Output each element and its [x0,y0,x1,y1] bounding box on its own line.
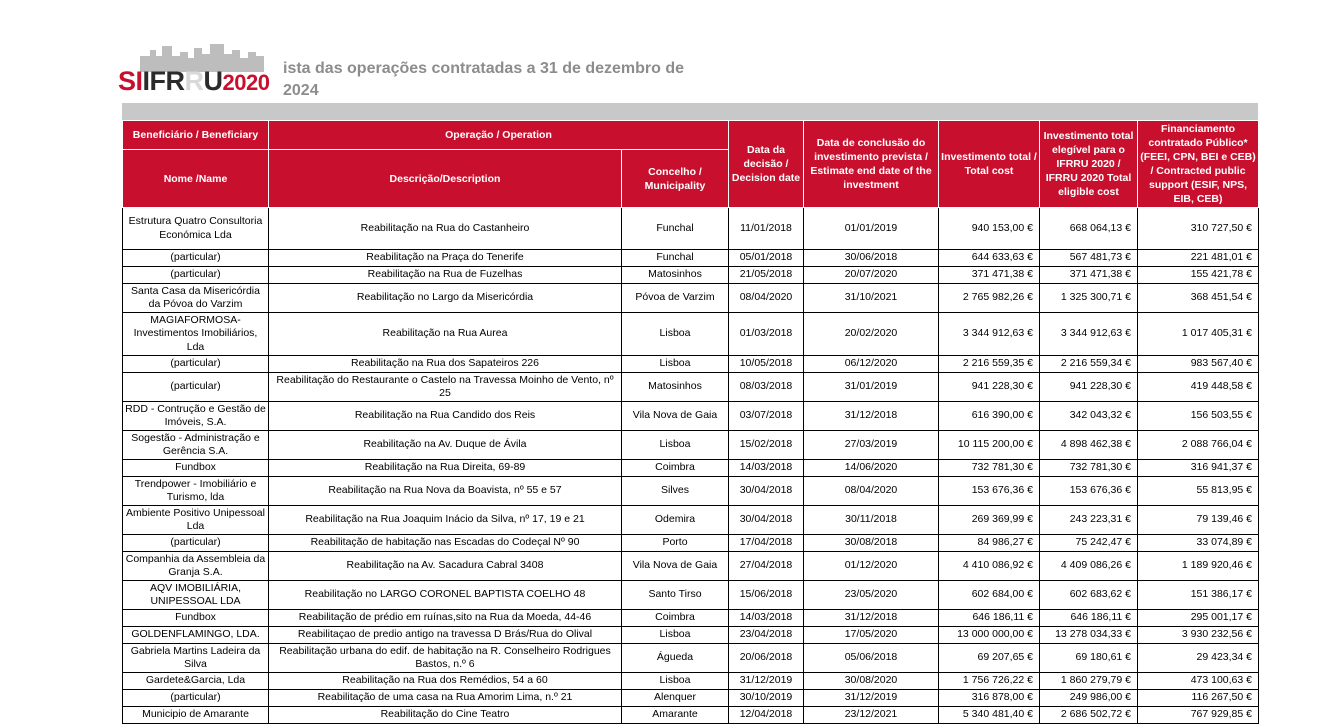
cell-eligible-cost: 2 216 559,34 € [1040,356,1138,373]
cell-name: Gabriela Martins Ladeira da Silva [123,644,269,673]
header-municipality: Concelho / Municipality [622,150,729,208]
cell-total-cost: 644 633,63 € [939,250,1040,267]
cell-municipality: Coimbra [622,610,729,627]
table-row [123,552,1259,581]
cell-end-date: 06/12/2020 [804,356,939,373]
cell-end-date: 30/06/2018 [804,250,939,267]
cell-name: (particular) [123,267,269,284]
cell-description: Reabilitação na Rua Direita, 69-89 [269,460,622,477]
table-row [123,690,1259,707]
cell-public-financing: 55 813,95 € [1138,477,1259,506]
cell-municipality: Lisboa [622,673,729,690]
cell-total-cost: 2 216 559,35 € [939,356,1040,373]
table-row [123,535,1259,552]
document-title [283,58,723,98]
cell-end-date: 14/06/2020 [804,460,939,477]
header-eligible-cost: Investimento total elegível para o IFRRU 2020 / IFRRU 2020 Total eligible cost [1040,121,1138,208]
cell-description: Reabilitaçao de predio antigo na travessa D Brás/Rua do Olival [269,627,622,644]
cell-eligible-cost: 2 686 502,72 € [1040,707,1138,724]
cell-total-cost: 84 986,27 € [939,535,1040,552]
cell-municipality: Póvoa de Varzim [622,284,729,313]
cell-end-date: 31/12/2018 [804,610,939,627]
table-row [123,673,1259,690]
cell-description: Reabilitação no Largo da Misericórdia [269,284,622,313]
cell-decision-date: 30/04/2018 [729,506,804,535]
cell-name: Santa Casa da Misericórdia da Póvoa do Varzim [123,284,269,313]
table-row [123,644,1259,673]
cell-total-cost: 3 344 912,63 € [939,313,1040,356]
cell-municipality: Lisboa [622,313,729,356]
cell-name: (particular) [123,250,269,267]
cell-name: Companhia da Assembleia da Granja S.A. [123,552,269,581]
cell-eligible-cost: 4 898 462,38 € [1040,431,1138,460]
cell-description: Reabilitação na Rua Aurea [269,313,622,356]
cell-decision-date: 17/04/2018 [729,535,804,552]
cell-description: Reabilitação do Cine Teatro [269,707,622,724]
cell-decision-date: 01/03/2018 [729,313,804,356]
header-public-financing: Financiamento contratado Público* (FEEI, CPN, BEI e CEB) / Contracted public support (ESIF, NPS, EIB, CEB) [1138,121,1259,208]
logo-part-ifr: IFR [142,66,185,96]
cell-decision-date: 30/10/2019 [729,690,804,707]
cell-public-financing: 116 267,50 € [1138,690,1259,707]
header-end-date: Data de conclusão do investimento prevista / Estimate end date of the investment [804,121,939,208]
cell-decision-date: 30/04/2018 [729,477,804,506]
cell-total-cost: 10 115 200,00 € [939,431,1040,460]
cell-public-financing: 33 074,89 € [1138,535,1259,552]
cell-decision-date: 14/03/2018 [729,610,804,627]
cell-name: (particular) [123,690,269,707]
header-name: Nome /Name [123,150,269,208]
cell-eligible-cost: 1 325 300,71 € [1040,284,1138,313]
cell-decision-date: 14/03/2018 [729,460,804,477]
header-description: Descrição/Description [269,150,622,208]
cell-total-cost: 13 000 000,00 € [939,627,1040,644]
cell-municipality: Porto [622,535,729,552]
header-operation: Operação / Operation [269,121,729,150]
cell-municipality: Matosinhos [622,267,729,284]
cell-name: Gardete&Garcia, Lda [123,673,269,690]
cell-description: Reabilitação na Rua de Fuzelhas [269,267,622,284]
cell-end-date: 31/10/2021 [804,284,939,313]
cell-eligible-cost: 153 676,36 € [1040,477,1138,506]
cell-decision-date: 23/04/2018 [729,627,804,644]
cell-name: (particular) [123,356,269,373]
table-row [123,267,1259,284]
cell-public-financing: 156 503,55 € [1138,402,1259,431]
cell-public-financing: 767 929,85 € [1138,707,1259,724]
cell-public-financing: 983 567,40 € [1138,356,1259,373]
cell-description: Reabilitação na Av. Duque de Ávila [269,431,622,460]
cell-description: Reabilitação do Restaurante o Castelo na Travessa Moinho de Vento, nº 25 [269,373,622,402]
cell-decision-date: 03/07/2018 [729,402,804,431]
cell-eligible-cost: 4 409 086,26 € [1040,552,1138,581]
table-row [123,477,1259,506]
cell-public-financing: 419 448,58 € [1138,373,1259,402]
cell-municipality: Santo Tirso [622,581,729,610]
operations-table [122,120,1259,724]
cell-eligible-cost: 3 344 912,63 € [1040,313,1138,356]
cell-public-financing: 79 139,46 € [1138,506,1259,535]
cell-total-cost: 602 684,00 € [939,581,1040,610]
cell-decision-date: 20/06/2018 [729,644,804,673]
cell-eligible-cost: 941 228,30 € [1040,373,1138,402]
cell-eligible-cost: 732 781,30 € [1040,460,1138,477]
cell-name: Fundbox [123,610,269,627]
cell-decision-date: 11/01/2018 [729,208,804,250]
cell-public-financing: 473 100,63 € [1138,673,1259,690]
cell-public-financing: 295 001,17 € [1138,610,1259,627]
cell-total-cost: 616 390,00 € [939,402,1040,431]
table-body [123,208,1259,724]
cell-name: Estrutura Quatro Consultoria Económica Lda [123,208,269,250]
cell-name: Municipio de Amarante [123,707,269,724]
header-decision-date: Data da decisão / Decision date [729,121,804,208]
cell-total-cost: 316 878,00 € [939,690,1040,707]
cell-public-financing: 316 941,37 € [1138,460,1259,477]
table-row [123,581,1259,610]
table-row [123,506,1259,535]
cell-name: Sogestão - Administração e Gerência S.A. [123,431,269,460]
siifrru-2020-logo [118,40,288,96]
cell-end-date: 23/12/2021 [804,707,939,724]
cell-description: Reabilitação na Rua Nova da Boavista, nº 55 e 57 [269,477,622,506]
cell-description: Reabilitação na Rua Candido dos Reis [269,402,622,431]
cell-end-date: 08/04/2020 [804,477,939,506]
table-row [123,460,1259,477]
cell-description: Reabilitação de prédio em ruínas,sito na Rua da Moeda, 44-46 [269,610,622,627]
cell-eligible-cost: 371 471,38 € [1040,267,1138,284]
document-title-line1: ista das operações contratadas a 31 de dezembro de [283,60,685,77]
cell-municipality: Vila Nova de Gaia [622,402,729,431]
cell-eligible-cost: 668 064,13 € [1040,208,1138,250]
cell-name: Trendpower - Imobiliário e Turismo, lda [123,477,269,506]
table-row [123,610,1259,627]
cell-end-date: 31/01/2019 [804,373,939,402]
cell-end-date: 20/07/2020 [804,267,939,284]
header-total-cost: Investimento total / Total cost [939,121,1040,208]
cell-description: Reabilitação na Praça do Tenerife [269,250,622,267]
cell-end-date: 30/08/2020 [804,673,939,690]
cell-public-financing: 3 930 232,56 € [1138,627,1259,644]
logo-part-u: U [203,66,223,96]
cell-end-date: 27/03/2019 [804,431,939,460]
cell-total-cost: 2 765 982,26 € [939,284,1040,313]
cell-total-cost: 1 756 726,22 € [939,673,1040,690]
cell-municipality: Amarante [622,707,729,724]
cell-eligible-cost: 1 860 279,79 € [1040,673,1138,690]
cell-description: Reabilitação urbana do edif. de habitação na R. Conselheiro Rodrigues Bastos, n.º 6 [269,644,622,673]
logo-part-r: R [184,66,204,96]
cell-total-cost: 941 228,30 € [939,373,1040,402]
cell-decision-date: 31/12/2019 [729,673,804,690]
cell-public-financing: 1 189 920,46 € [1138,552,1259,581]
cell-eligible-cost: 646 186,11 € [1040,610,1138,627]
cell-decision-date: 15/06/2018 [729,581,804,610]
cell-end-date: 05/06/2018 [804,644,939,673]
cell-end-date: 23/05/2020 [804,581,939,610]
cell-description: Reabilitação de habitação nas Escadas do Codeçal Nº 90 [269,535,622,552]
cell-public-financing: 368 451,54 € [1138,284,1259,313]
cell-name: RDD - Contrução e Gestão de Imóveis, S.A. [123,402,269,431]
table-row [123,373,1259,402]
cell-description: Reabilitação na Rua Joaquim Inácio da Silva, nº 17, 19 e 21 [269,506,622,535]
table-row [123,313,1259,356]
header-beneficiary: Beneficiário / Beneficiary [123,121,269,150]
cell-municipality: Águeda [622,644,729,673]
cell-public-financing: 1 017 405,31 € [1138,313,1259,356]
cell-municipality: Matosinhos [622,373,729,402]
cell-municipality: Vila Nova de Gaia [622,552,729,581]
cell-total-cost: 269 369,99 € [939,506,1040,535]
cell-eligible-cost: 13 278 034,33 € [1040,627,1138,644]
table-row [123,431,1259,460]
cell-eligible-cost: 342 043,32 € [1040,402,1138,431]
cell-end-date: 01/12/2020 [804,552,939,581]
table-row [123,250,1259,267]
cell-end-date: 31/12/2019 [804,690,939,707]
cell-public-financing: 155 421,78 € [1138,267,1259,284]
cell-public-financing: 29 423,34 € [1138,644,1259,673]
cell-eligible-cost: 69 180,61 € [1040,644,1138,673]
cell-decision-date: 08/03/2018 [729,373,804,402]
cell-municipality: Silves [622,477,729,506]
cell-total-cost: 153 676,36 € [939,477,1040,506]
cell-decision-date: 05/01/2018 [729,250,804,267]
cell-municipality: Lisboa [622,627,729,644]
cell-end-date: 30/11/2018 [804,506,939,535]
cell-eligible-cost: 243 223,31 € [1040,506,1138,535]
cell-total-cost: 646 186,11 € [939,610,1040,627]
cell-description: Reabilitação na Rua dos Remédios, 54 a 60 [269,673,622,690]
cell-public-financing: 310 727,50 € [1138,208,1259,250]
table-row [123,402,1259,431]
cell-name: GOLDENFLAMINGO, LDA. [123,627,269,644]
cell-decision-date: 12/04/2018 [729,707,804,724]
cell-decision-date: 15/02/2018 [729,431,804,460]
cell-total-cost: 732 781,30 € [939,460,1040,477]
table-row [123,208,1259,250]
cell-eligible-cost: 567 481,73 € [1040,250,1138,267]
cell-municipality: Funchal [622,208,729,250]
cell-description: Reabilitação na Av. Sacadura Cabral 3408 [269,552,622,581]
cell-eligible-cost: 75 242,47 € [1040,535,1138,552]
logo-part-year: 2020 [222,70,270,95]
cell-name: MAGIAFORMOSA- Investimentos Imobiliários, Lda [123,313,269,356]
table-row [123,356,1259,373]
cell-name: Fundbox [123,460,269,477]
cell-name: (particular) [123,535,269,552]
header-divider-bar [122,103,1258,120]
cell-decision-date: 10/05/2018 [729,356,804,373]
cell-name: AQV IMOBILIÁRIA, UNIPESSOAL LDA [123,581,269,610]
cell-end-date: 01/01/2019 [804,208,939,250]
cell-description: Reabilitação de uma casa na Rua Amorim Lima, n.º 21 [269,690,622,707]
cell-end-date: 20/02/2020 [804,313,939,356]
cell-name: Ambiente Positivo Unipessoal Lda [123,506,269,535]
cell-description: Reabilitação no LARGO CORONEL BAPTISTA COELHO 48 [269,581,622,610]
cell-municipality: Alenquer [622,690,729,707]
cell-description: Reabilitação na Rua do Castanheiro [269,208,622,250]
table-row [123,627,1259,644]
cell-municipality: Coimbra [622,460,729,477]
cell-decision-date: 27/04/2018 [729,552,804,581]
cell-municipality: Lisboa [622,431,729,460]
table-header-row-groups [123,121,1259,150]
cell-public-financing: 221 481,01 € [1138,250,1259,267]
cell-total-cost: 5 340 481,40 € [939,707,1040,724]
cell-municipality: Odemira [622,506,729,535]
cell-end-date: 17/05/2020 [804,627,939,644]
cell-eligible-cost: 602 683,62 € [1040,581,1138,610]
table-row [123,284,1259,313]
cell-end-date: 31/12/2018 [804,402,939,431]
cell-municipality: Lisboa [622,356,729,373]
cell-end-date: 30/08/2018 [804,535,939,552]
cell-decision-date: 08/04/2020 [729,284,804,313]
cell-public-financing: 151 386,17 € [1138,581,1259,610]
cell-municipality: Funchal [622,250,729,267]
logo-part-si: SI [118,66,143,96]
cell-description: Reabilitação na Rua dos Sapateiros 226 [269,356,622,373]
document-title-line2: 2024 [283,82,319,98]
cell-decision-date: 21/05/2018 [729,267,804,284]
cell-eligible-cost: 249 986,00 € [1040,690,1138,707]
cell-total-cost: 371 471,38 € [939,267,1040,284]
cell-total-cost: 940 153,00 € [939,208,1040,250]
cell-public-financing: 2 088 766,04 € [1138,431,1259,460]
cell-total-cost: 69 207,65 € [939,644,1040,673]
cell-total-cost: 4 410 086,92 € [939,552,1040,581]
cell-name: (particular) [123,373,269,402]
table-row [123,707,1259,724]
